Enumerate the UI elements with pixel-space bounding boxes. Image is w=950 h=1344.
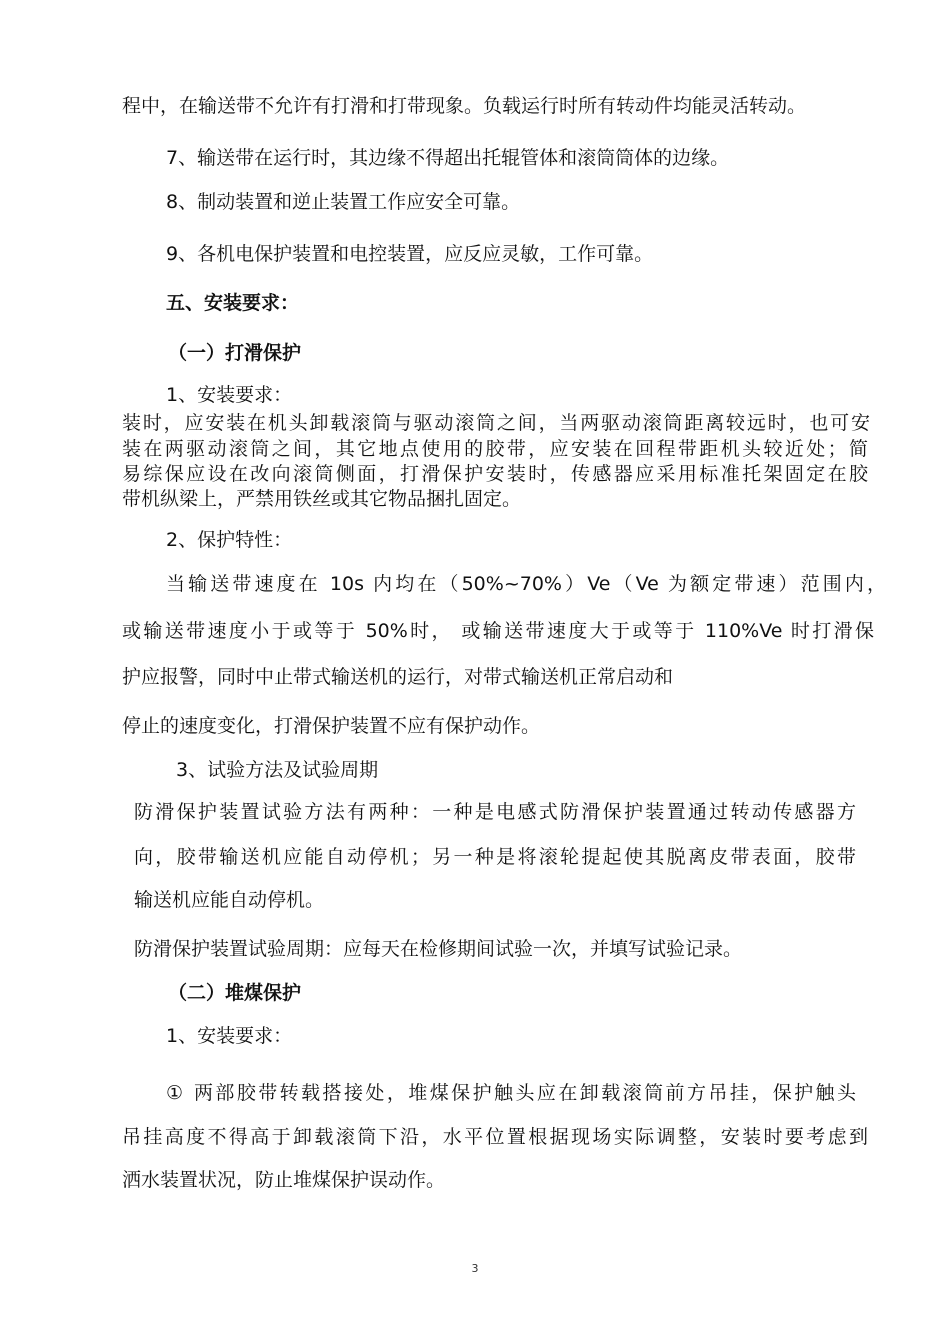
text-line: 护应报警，同时中止带式输送机的运行，对带式输送机正常启动和: [122, 666, 674, 688]
text-line: 2、保护特性：: [166, 529, 293, 551]
text-line: ① 两部胶带转载搭接处，堆煤保护触头应在卸载滚筒前方吊挂，保护触头: [166, 1082, 856, 1104]
section-heading: 五、安装要求：: [166, 292, 300, 314]
text-line: 向，胶带输送机应能自动停机；另一种是将滚轮提起使其脱离皮带表面，胶带: [134, 846, 856, 868]
text-line: 或输送带速度小于或等于 50%时， 或输送带速度大于或等于 110%Ve 时打滑保: [122, 620, 874, 642]
list-item-9: 9、各机电保护装置和电控装置，应反应灵敏，工作可靠。: [166, 243, 654, 265]
text-line: 停止的速度变化，打滑保护装置不应有保护动作。: [122, 715, 541, 737]
text-line: 易综保应设在改向滚筒侧面，打滑保护安装时，传感器应采用标准托架固定在胶: [122, 463, 868, 485]
text-line: 1、安装要求：: [166, 1025, 293, 1047]
list-item-7: 7、输送带在运行时，其边缘不得超出托辊管体和滚筒筒体的边缘。: [166, 147, 730, 169]
text-line: 防滑保护装置试验方法有两种：一种是电感式防滑保护装置通过转动传感器方: [134, 801, 856, 823]
text-line: 装时，应安装在机头卸载滚筒与驱动滚筒之间，当两驱动滚筒距离较远时，也可安: [122, 412, 870, 434]
text-line: 输送机应能自动停机。: [134, 889, 325, 911]
list-item-8: 8、制动装置和逆止装置工作应安全可靠。: [166, 191, 521, 213]
text-line: 洒水装置状况，防止堆煤保护误动作。: [122, 1169, 446, 1191]
subsection-heading: （一）打滑保护: [168, 342, 302, 364]
text-line: 装在两驱动滚筒之间，其它地点使用的胶带，应安装在回程带距机头较近处；简: [122, 438, 868, 460]
text-line: 防滑保护装置试验周期：应每天在检修期间试验一次，并填写试验记录。: [134, 938, 743, 960]
text-line: 带机纵梁上，严禁用铁丝或其它物品捆扎固定。: [122, 488, 522, 510]
subsection-heading: （二）堆煤保护: [168, 982, 302, 1004]
page-number: 3: [471, 1262, 479, 1275]
text-line: 当输送带速度在 10s 内均在（50%~70%）Ve（Ve 为额定带速）范围内，: [166, 573, 886, 595]
text-line: 1、安装要求：: [166, 384, 293, 406]
text-line: 3、试验方法及试验周期: [176, 759, 379, 781]
text-line: 吊挂高度不得高于卸载滚筒下沿，水平位置根据现场实际调整，安装时要考虑到: [122, 1126, 868, 1148]
text-line: 程中，在输送带不允许有打滑和打带现象。负载运行时所有转动件均能灵活转动。: [122, 95, 807, 117]
